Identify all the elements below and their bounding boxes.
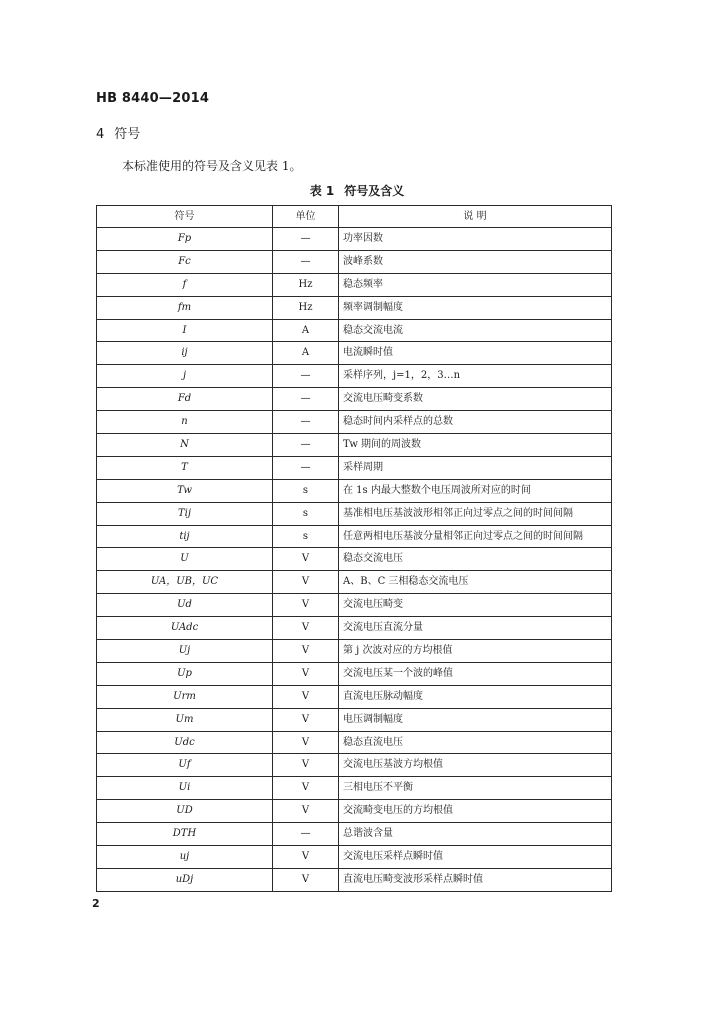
symbol-cell: uj — [97, 846, 273, 869]
description-cell: 直流电压畸变波形采样点瞬时值 — [339, 868, 612, 891]
symbol-cell: DTH — [97, 823, 273, 846]
header-symbol: 符号 — [97, 206, 273, 228]
unit-cell: V — [273, 662, 339, 685]
symbol-cell: f — [97, 273, 273, 296]
symbol-cell: T — [97, 456, 273, 479]
table-caption-title: 符号及含义 — [344, 184, 405, 198]
table-row — [97, 777, 612, 800]
unit-cell: — — [273, 388, 339, 411]
table-row — [97, 823, 612, 846]
symbol-cell: U — [97, 548, 273, 571]
table-row — [97, 502, 612, 525]
description-cell: 第 j 次波对应的方均根值 — [339, 640, 612, 663]
unit-cell: V — [273, 868, 339, 891]
table-row — [97, 708, 612, 731]
symbol-cell: Ui — [97, 777, 273, 800]
symbol-cell: Urm — [97, 685, 273, 708]
description-cell: 稳态交流电流 — [339, 319, 612, 342]
description-cell: 波峰系数 — [339, 250, 612, 273]
unit-cell: Hz — [273, 273, 339, 296]
table-row — [97, 685, 612, 708]
unit-cell: V — [273, 617, 339, 640]
description-cell: 任意两相电压基波分量相邻正向过零点之间的时间间隔 — [339, 525, 612, 548]
unit-cell: V — [273, 754, 339, 777]
table-row — [97, 411, 612, 434]
description-cell: 稳态时间内采样点的总数 — [339, 411, 612, 434]
header-unit: 单位 — [273, 206, 339, 228]
table-row — [97, 296, 612, 319]
table-row — [97, 273, 612, 296]
unit-cell: A — [273, 319, 339, 342]
table-row — [97, 525, 612, 548]
description-cell: 稳态交流电压 — [339, 548, 612, 571]
unit-cell: V — [273, 685, 339, 708]
description-cell: 频率调制幅度 — [339, 296, 612, 319]
table-caption-label: 表 1 — [309, 184, 335, 198]
table-row — [97, 731, 612, 754]
unit-cell: V — [273, 800, 339, 823]
description-cell: 交流电压畸变系数 — [339, 388, 612, 411]
unit-cell: Hz — [273, 296, 339, 319]
table-row — [97, 800, 612, 823]
symbol-cell: Uf — [97, 754, 273, 777]
section-heading — [96, 123, 140, 142]
symbol-cell: N — [97, 434, 273, 457]
unit-cell: s — [273, 479, 339, 502]
table-row — [97, 319, 612, 342]
unit-cell: — — [273, 456, 339, 479]
symbol-cell: fm — [97, 296, 273, 319]
table-row — [97, 754, 612, 777]
unit-cell: V — [273, 777, 339, 800]
symbol-cell: j — [97, 365, 273, 388]
description-cell: 交流电压某一个波的峰值 — [339, 662, 612, 685]
header-description: 说 明 — [339, 206, 612, 228]
unit-cell: s — [273, 525, 339, 548]
symbol-cell: I — [97, 319, 273, 342]
table-row — [97, 365, 612, 388]
description-cell: 电压调制幅度 — [339, 708, 612, 731]
unit-cell: V — [273, 571, 339, 594]
unit-cell: — — [273, 365, 339, 388]
description-cell: 稳态直流电压 — [339, 731, 612, 754]
symbol-cell: Fd — [97, 388, 273, 411]
symbol-cell: Up — [97, 662, 273, 685]
table-row — [97, 594, 612, 617]
description-cell: Tw 期间的周波数 — [339, 434, 612, 457]
table-row — [97, 868, 612, 891]
description-cell: 采样周期 — [339, 456, 612, 479]
intro-paragraph: 本标准使用的符号及含义见表 1。 — [122, 159, 302, 173]
table-header-row — [97, 206, 612, 228]
symbol-cell: Udc — [97, 731, 273, 754]
table-row — [97, 388, 612, 411]
description-cell: 交流电压采样点瞬时值 — [339, 846, 612, 869]
table-row — [97, 571, 612, 594]
page-number: 2 — [92, 897, 100, 910]
table-row — [97, 434, 612, 457]
description-cell: 交流电压直流分量 — [339, 617, 612, 640]
unit-cell: V — [273, 594, 339, 617]
description-cell: 电流瞬时值 — [339, 342, 612, 365]
symbol-cell: UAdc — [97, 617, 273, 640]
unit-cell: A — [273, 342, 339, 365]
table-row — [97, 250, 612, 273]
document-code: HB 8440—2014 — [96, 91, 210, 106]
symbol-cell: ij — [97, 342, 273, 365]
unit-cell: — — [273, 434, 339, 457]
description-cell: 总谐波含量 — [339, 823, 612, 846]
symbol-cell: Fc — [97, 250, 273, 273]
table-row — [97, 342, 612, 365]
symbol-cell: Um — [97, 708, 273, 731]
section-number: 4 — [96, 127, 105, 142]
symbol-cell: Fp — [97, 228, 273, 251]
table-row — [97, 228, 612, 251]
unit-cell: — — [273, 250, 339, 273]
unit-cell: s — [273, 502, 339, 525]
symbol-cell: UA，UB，UC — [97, 571, 273, 594]
description-cell: 在 1s 内最大整数个电压周波所对应的时间 — [339, 479, 612, 502]
unit-cell: V — [273, 548, 339, 571]
table-row — [97, 456, 612, 479]
unit-cell: — — [273, 823, 339, 846]
table-row — [97, 662, 612, 685]
table-row — [97, 617, 612, 640]
symbol-cell: Ud — [97, 594, 273, 617]
description-cell: 三相电压不平衡 — [339, 777, 612, 800]
unit-cell: V — [273, 731, 339, 754]
symbol-cell: uDj — [97, 868, 273, 891]
table-row — [97, 846, 612, 869]
description-cell: 直流电压脉动幅度 — [339, 685, 612, 708]
description-cell: 稳态频率 — [339, 273, 612, 296]
table-row — [97, 640, 612, 663]
unit-cell: — — [273, 411, 339, 434]
description-cell: 基准相电压基波波形相邻正向过零点之间的时间间隔 — [339, 502, 612, 525]
description-cell: 交流畸变电压的方均根值 — [339, 800, 612, 823]
table-row — [97, 548, 612, 571]
symbol-cell: n — [97, 411, 273, 434]
symbols-table — [96, 205, 612, 892]
unit-cell: V — [273, 708, 339, 731]
section-title: 符号 — [114, 127, 141, 142]
symbol-cell: Uj — [97, 640, 273, 663]
table-caption — [0, 182, 714, 199]
symbol-cell: tij — [97, 525, 273, 548]
table-row — [97, 479, 612, 502]
unit-cell: — — [273, 228, 339, 251]
description-cell: 交流电压畸变 — [339, 594, 612, 617]
description-cell: 交流电压基波方均根值 — [339, 754, 612, 777]
symbol-cell: Tw — [97, 479, 273, 502]
description-cell: A、B、C 三相稳态交流电压 — [339, 571, 612, 594]
unit-cell: V — [273, 640, 339, 663]
symbol-cell: Tij — [97, 502, 273, 525]
description-cell: 采样序列，j=1，2，3…n — [339, 365, 612, 388]
description-cell: 功率因数 — [339, 228, 612, 251]
symbol-cell: UD — [97, 800, 273, 823]
unit-cell: V — [273, 846, 339, 869]
